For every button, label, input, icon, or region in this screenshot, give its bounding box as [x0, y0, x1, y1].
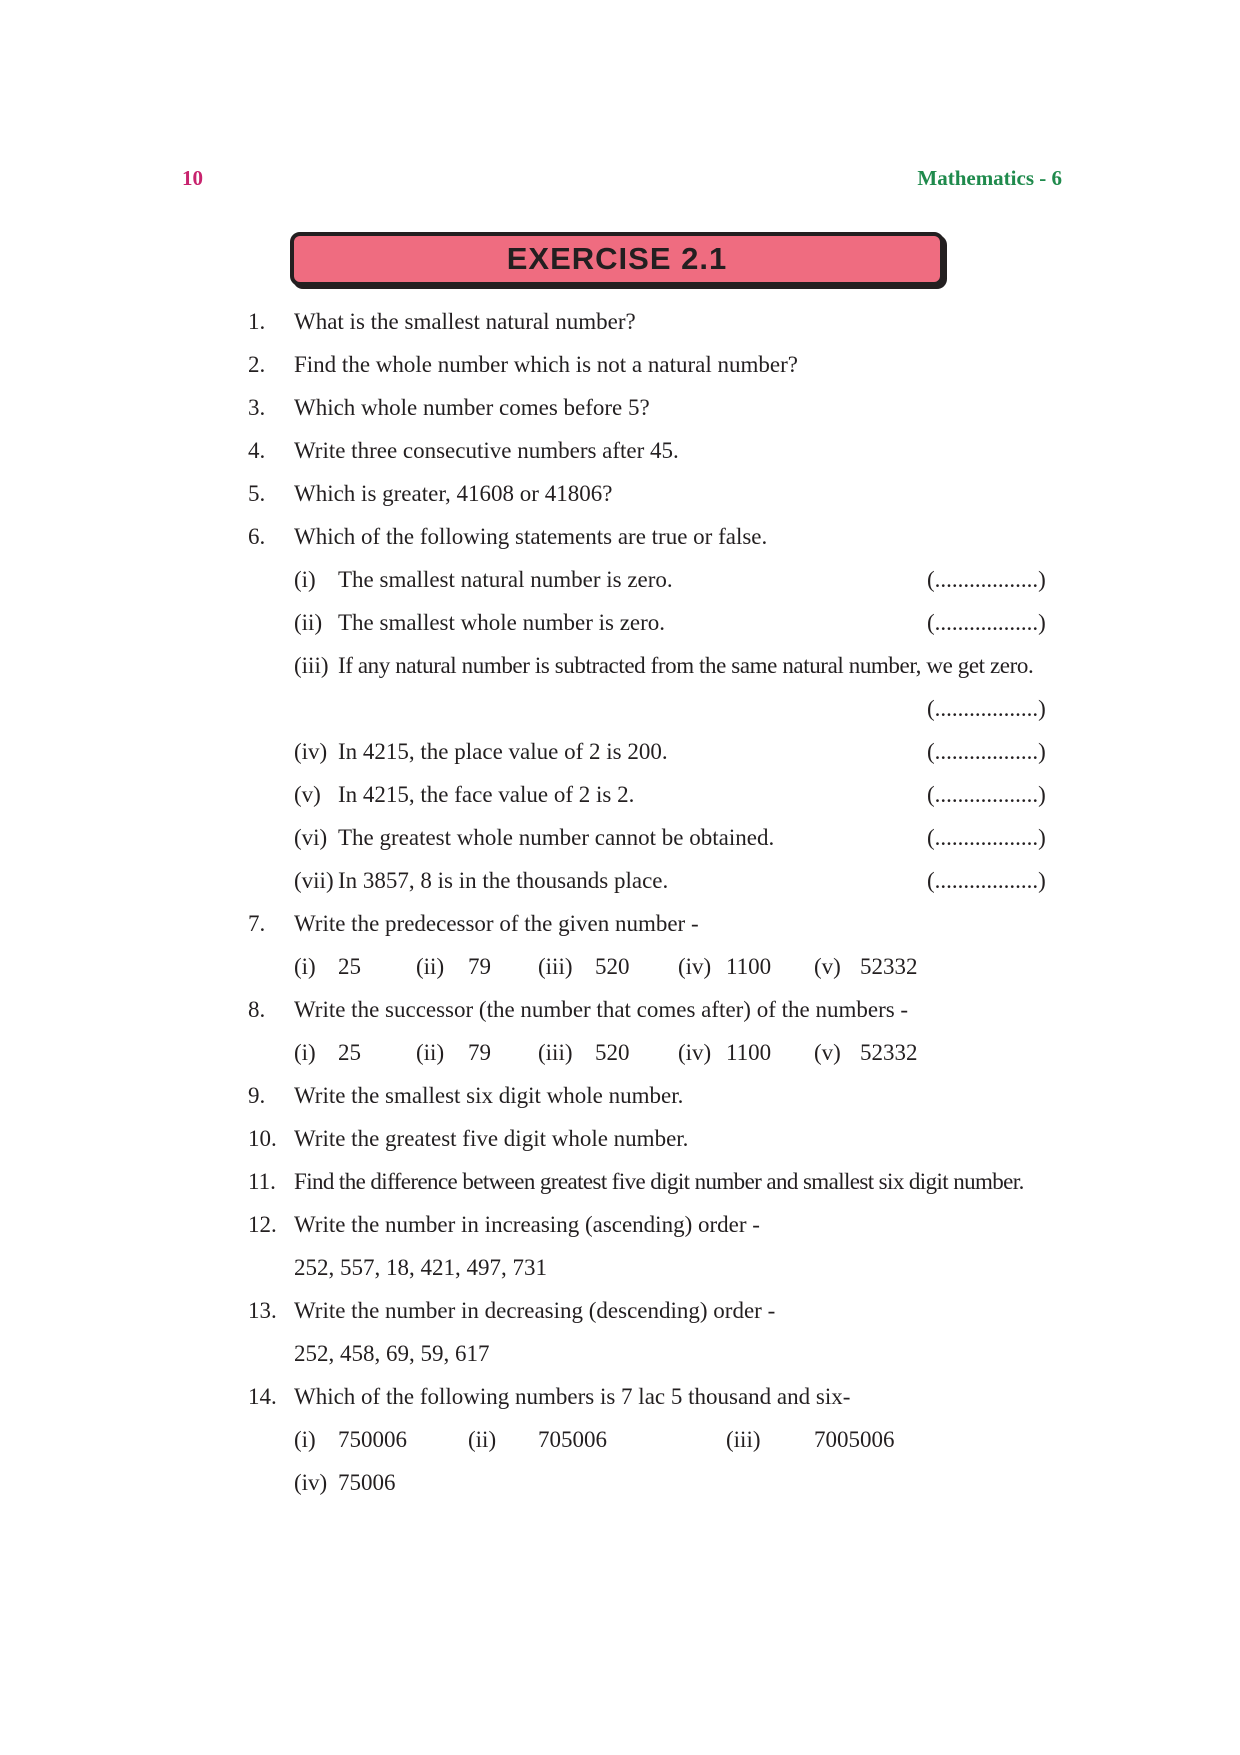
question-text: Write the predecessor of the given number -: [294, 911, 699, 936]
question-number: 4.: [248, 438, 266, 463]
question-number: 10.: [248, 1126, 277, 1151]
number-list: 252, 557, 18, 421, 497, 731: [294, 1255, 547, 1280]
statement-text: In 4215, the face value of 2 is 2.: [338, 782, 635, 807]
option-value: 52332: [860, 1040, 918, 1065]
statement-text: The smallest whole number is zero.: [338, 610, 666, 635]
statement-label: (vi): [294, 825, 328, 850]
statement-label: (iii): [294, 653, 329, 678]
option-label: (iv): [678, 1040, 712, 1065]
question-text: Which whole number comes before 5?: [294, 395, 650, 420]
option-label: (v): [814, 954, 841, 979]
answer-blank: (..................): [927, 825, 1046, 850]
question-text: Write the successor (the number that comes after) of the numbers -: [294, 997, 909, 1022]
statement-text: The greatest whole number cannot be obtained.: [338, 825, 775, 850]
question-number: 7.: [248, 911, 266, 936]
answer-blank: (..................): [927, 696, 1046, 721]
statement-label: (vii): [294, 868, 334, 893]
option-value: 75006: [338, 1470, 396, 1495]
question-number: 14.: [248, 1384, 277, 1409]
statement-label: (v): [294, 782, 321, 807]
option-value: 750006: [338, 1427, 407, 1452]
question-number: 1.: [248, 309, 266, 334]
answer-blank: (..................): [927, 610, 1046, 635]
option-value: 705006: [538, 1427, 607, 1452]
question-text: Find the difference between greatest five digit number and smallest six digit number.: [294, 1169, 1024, 1194]
statement-text: The smallest natural number is zero.: [338, 567, 673, 592]
question-text: Which is greater, 41608 or 41806?: [294, 481, 613, 506]
option-value: 1100: [726, 954, 772, 979]
option-value: 7005006: [814, 1427, 895, 1452]
question-text: Write the greatest five digit whole number.: [294, 1126, 689, 1151]
option-label: (ii): [468, 1427, 497, 1452]
statement-label: (i): [294, 567, 316, 592]
option-value: 1100: [726, 1040, 772, 1065]
option-label: (iii): [538, 954, 573, 979]
answer-blank: (..................): [927, 868, 1046, 893]
statement-label: (iv): [294, 739, 328, 764]
book-title: Mathematics - 6: [917, 166, 1062, 190]
question-number: 11.: [248, 1169, 276, 1194]
question-number: 9.: [248, 1083, 266, 1108]
question-text: Which of the following numbers is 7 lac 5 thousand and six-: [294, 1384, 851, 1409]
number-list: 252, 458, 69, 59, 617: [294, 1341, 490, 1366]
option-label: (i): [294, 954, 316, 979]
answer-blank: (..................): [927, 739, 1046, 764]
question-number: 3.: [248, 395, 266, 420]
option-value: 520: [595, 954, 630, 979]
option-label: (i): [294, 1427, 316, 1452]
answer-blank: (..................): [927, 567, 1046, 592]
question-text: Write three consecutive numbers after 45.: [294, 438, 679, 463]
option-value: 25: [338, 1040, 361, 1065]
option-value: 79: [468, 1040, 491, 1065]
question-text: What is the smallest natural number?: [294, 309, 636, 334]
question-number: 5.: [248, 481, 266, 506]
statement-text: In 4215, the place value of 2 is 200.: [338, 739, 668, 764]
option-label: (iii): [538, 1040, 573, 1065]
question-number: 12.: [248, 1212, 277, 1237]
question-number: 6.: [248, 524, 266, 549]
option-label: (v): [814, 1040, 841, 1065]
exercise-banner: [290, 232, 944, 286]
question-number: 2.: [248, 352, 266, 377]
statement-label: (ii): [294, 610, 323, 635]
statement-text: In 3857, 8 is in the thousands place.: [338, 868, 669, 893]
option-value: 79: [468, 954, 491, 979]
question-text: Write the number in increasing (ascending) order -: [294, 1212, 760, 1237]
question-text: Find the whole number which is not a natural number?: [294, 352, 798, 377]
question-number: 8.: [248, 997, 266, 1022]
question-number: 13.: [248, 1298, 277, 1323]
option-label: (ii): [416, 954, 445, 979]
question-text: Which of the following statements are true or false.: [294, 524, 768, 549]
option-label: (iv): [678, 954, 712, 979]
page-number: 10: [182, 166, 203, 190]
option-value: 52332: [860, 954, 918, 979]
answer-blank: (..................): [927, 782, 1046, 807]
option-label: (i): [294, 1040, 316, 1065]
question-text: Write the number in decreasing (descending) order -: [294, 1298, 776, 1323]
exercise-title: EXERCISE 2.1: [506, 241, 728, 276]
option-label: (ii): [416, 1040, 445, 1065]
option-value: 25: [338, 954, 361, 979]
option-value: 520: [595, 1040, 630, 1065]
option-label: (iii): [726, 1427, 761, 1452]
option-label: (iv): [294, 1470, 328, 1495]
statement-text: If any natural number is subtracted from the same natural number, we get zero.: [338, 653, 1034, 678]
question-text: Write the smallest six digit whole number.: [294, 1083, 684, 1108]
